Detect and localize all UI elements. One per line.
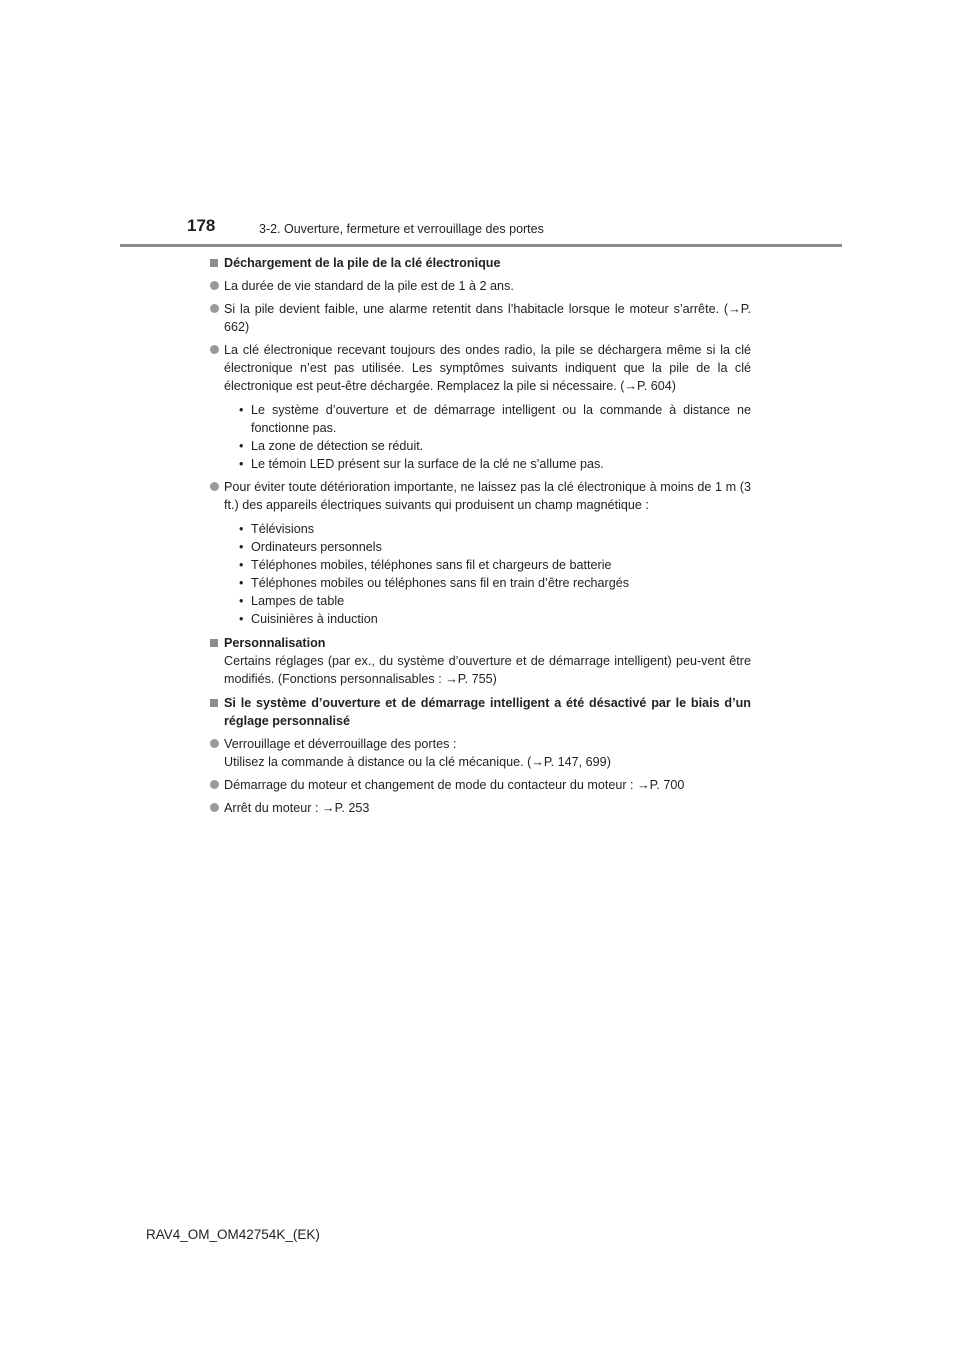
bullet-text: Démarrage du moteur et changement de mode du contacteur du moteur : →P. 700 bbox=[224, 778, 685, 792]
circle-bullet-icon bbox=[210, 345, 219, 354]
bullet-text: La clé électronique recevant toujours des ondes radio, la pile se déchargera même si la clé électronique n’est pas utilisée. Les symptômes suivants indiquent que la pile de la clé électronique est peut-être déchargée. Remplacez la pile si nécessaire. (→P. 604) bbox=[224, 343, 751, 393]
heading-system-disabled bbox=[210, 694, 751, 730]
section-title: 3-2. Ouverture, fermeture et verrouillage des portes bbox=[259, 222, 544, 236]
bullet-text: Pour éviter toute détérioration importante, ne laissez pas la clé électronique à moins de 1 m (3 ft.) des appareils électriques suivants qui produisent un champ magnétique : bbox=[224, 480, 751, 512]
bullet-magnetic-field bbox=[210, 478, 751, 628]
list-item: • La zone de détection se réduit. bbox=[224, 437, 751, 455]
list-item: • Télévisions bbox=[224, 520, 751, 538]
bullet-text: La durée de vie standard de la pile est de 1 à 2 ans. bbox=[224, 279, 514, 293]
heading-system-disabled-text: Si le système d’ouverture et de démarrage intelligent a été désactivé par le biais d’un réglage personnalisé bbox=[224, 696, 751, 728]
bullet-radio-waves bbox=[210, 341, 751, 473]
bullet-lock-unlock bbox=[210, 735, 751, 771]
document-code: RAV4_OM_OM42754K_(EK) bbox=[146, 1227, 320, 1242]
list-item: • Téléphones mobiles ou téléphones sans fil en train d’être rechargés bbox=[224, 574, 751, 592]
list-item: • Le témoin LED présent sur la surface de la clé ne s’allume pas. bbox=[224, 455, 751, 473]
square-bullet-icon bbox=[210, 699, 218, 707]
heading-personalisation bbox=[210, 634, 751, 652]
bullet-engine-stop bbox=[210, 799, 751, 817]
symptom-list bbox=[224, 401, 751, 473]
list-item: • Téléphones mobiles, téléphones sans fil et chargeurs de batterie bbox=[224, 556, 751, 574]
bullet-engine-start bbox=[210, 776, 751, 794]
bullet-text: Arrêt du moteur : →P. 253 bbox=[224, 801, 370, 815]
circle-bullet-icon bbox=[210, 739, 219, 748]
header-divider bbox=[120, 244, 842, 247]
list-item: • Lampes de table bbox=[224, 592, 751, 610]
circle-bullet-icon bbox=[210, 304, 219, 313]
circle-bullet-icon bbox=[210, 482, 219, 491]
device-list bbox=[224, 520, 751, 628]
heading-battery bbox=[210, 254, 751, 272]
circle-bullet-icon bbox=[210, 803, 219, 812]
page-number: 178 bbox=[187, 216, 216, 235]
square-bullet-icon bbox=[210, 259, 218, 267]
list-item: • Le système d’ouverture et de démarrage intelligent ou la commande à distance ne fonctionne pas. bbox=[224, 401, 751, 437]
bullet-text: Verrouillage et déverrouillage des portes : bbox=[224, 737, 457, 751]
square-bullet-icon bbox=[210, 639, 218, 647]
circle-bullet-icon bbox=[210, 281, 219, 290]
page-content bbox=[210, 254, 751, 817]
list-item: • Ordinateurs personnels bbox=[224, 538, 751, 556]
heading-personalisation-text: Personnalisation bbox=[224, 636, 326, 650]
circle-bullet-icon bbox=[210, 780, 219, 789]
heading-battery-text: Déchargement de la pile de la clé électronique bbox=[224, 256, 501, 270]
personalisation-text: Certains réglages (par ex., du système d’ouverture et de démarrage intelligent) peu-vent être modifiés. (Fonctions personnalisables : →P. 755) bbox=[224, 654, 751, 686]
list-item: • Cuisinières à induction bbox=[224, 610, 751, 628]
bullet-detail-text: Utilisez la commande à distance ou la clé mécanique. (→P. 147, 699) bbox=[224, 755, 611, 769]
bullet-text: Si la pile devient faible, une alarme retentit dans l’habitacle lorsque le moteur s’arrête. (→P. 662) bbox=[224, 302, 751, 334]
bullet-battery-life bbox=[210, 277, 751, 295]
bullet-battery-alarm bbox=[210, 300, 751, 336]
